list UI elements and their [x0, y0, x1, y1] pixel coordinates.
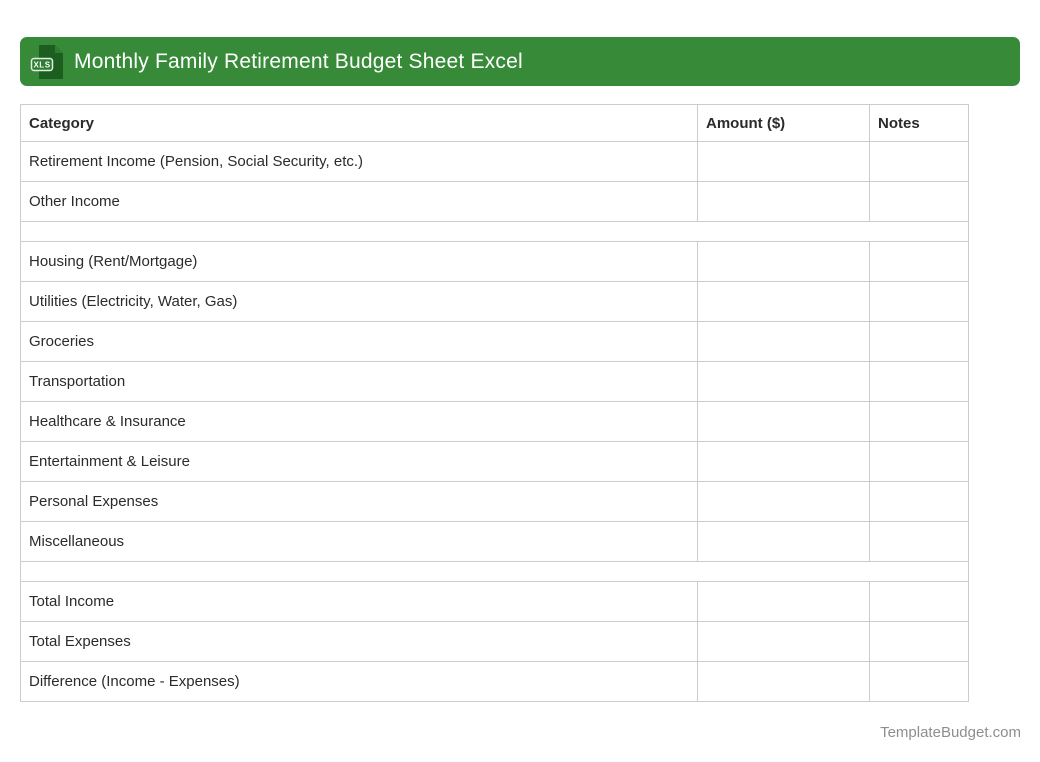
- category-cell: Healthcare & Insurance: [21, 402, 698, 442]
- category-cell: Total Income: [21, 582, 698, 622]
- xls-icon-label: XLS: [33, 60, 51, 69]
- amount-cell: [698, 662, 870, 702]
- notes-cell: [870, 142, 969, 182]
- notes-cell: [870, 402, 969, 442]
- table-row: [21, 482, 969, 522]
- footer: [20, 724, 1021, 741]
- amount-cell: [698, 182, 870, 222]
- table-row: [21, 242, 969, 282]
- category-cell: Personal Expenses: [21, 482, 698, 522]
- site-credit: TemplateBudget.com: [880, 724, 1021, 741]
- notes-cell: [870, 362, 969, 402]
- spacer-row: [21, 222, 969, 242]
- category-cell: Other Income: [21, 182, 698, 222]
- notes-cell: [870, 582, 969, 622]
- category-cell: Miscellaneous: [21, 522, 698, 562]
- column-header-amount: Amount ($): [698, 105, 870, 142]
- column-header-category: Category: [21, 105, 698, 142]
- notes-cell: [870, 522, 969, 562]
- column-header-notes: Notes: [870, 105, 969, 142]
- table-row: [21, 582, 969, 622]
- amount-cell: [698, 322, 870, 362]
- table-row: [21, 282, 969, 322]
- category-cell: Difference (Income - Expenses): [21, 662, 698, 702]
- amount-cell: [698, 482, 870, 522]
- page-title: Monthly Family Retirement Budget Sheet Excel: [74, 49, 523, 73]
- table-body: [21, 142, 969, 702]
- amount-cell: [698, 362, 870, 402]
- notes-cell: [870, 282, 969, 322]
- spacer-row: [21, 562, 969, 582]
- notes-cell: [870, 322, 969, 362]
- category-cell: Entertainment & Leisure: [21, 442, 698, 482]
- header-bar: [20, 37, 1020, 86]
- table-row: [21, 362, 969, 402]
- category-cell: Housing (Rent/Mortgage): [21, 242, 698, 282]
- amount-cell: [698, 582, 870, 622]
- category-cell: Groceries: [21, 322, 698, 362]
- notes-cell: [870, 182, 969, 222]
- table-row: [21, 322, 969, 362]
- notes-cell: [870, 242, 969, 282]
- table-row: [21, 622, 969, 662]
- amount-cell: [698, 622, 870, 662]
- amount-cell: [698, 522, 870, 562]
- table-row: [21, 662, 969, 702]
- table-row: [21, 402, 969, 442]
- notes-cell: [870, 622, 969, 662]
- amount-cell: [698, 142, 870, 182]
- xls-file-icon: [30, 43, 66, 81]
- table-row: [21, 442, 969, 482]
- amount-cell: [698, 402, 870, 442]
- table-header-row: [21, 105, 969, 142]
- category-cell: Transportation: [21, 362, 698, 402]
- table-row: [21, 142, 969, 182]
- table-row: [21, 522, 969, 562]
- amount-cell: [698, 242, 870, 282]
- spacer-cell: [21, 562, 969, 582]
- notes-cell: [870, 662, 969, 702]
- notes-cell: [870, 442, 969, 482]
- notes-cell: [870, 482, 969, 522]
- table-row: [21, 182, 969, 222]
- amount-cell: [698, 282, 870, 322]
- category-cell: Total Expenses: [21, 622, 698, 662]
- category-cell: Utilities (Electricity, Water, Gas): [21, 282, 698, 322]
- spacer-cell: [21, 222, 969, 242]
- budget-table: [20, 104, 969, 702]
- category-cell: Retirement Income (Pension, Social Security, etc.): [21, 142, 698, 182]
- amount-cell: [698, 442, 870, 482]
